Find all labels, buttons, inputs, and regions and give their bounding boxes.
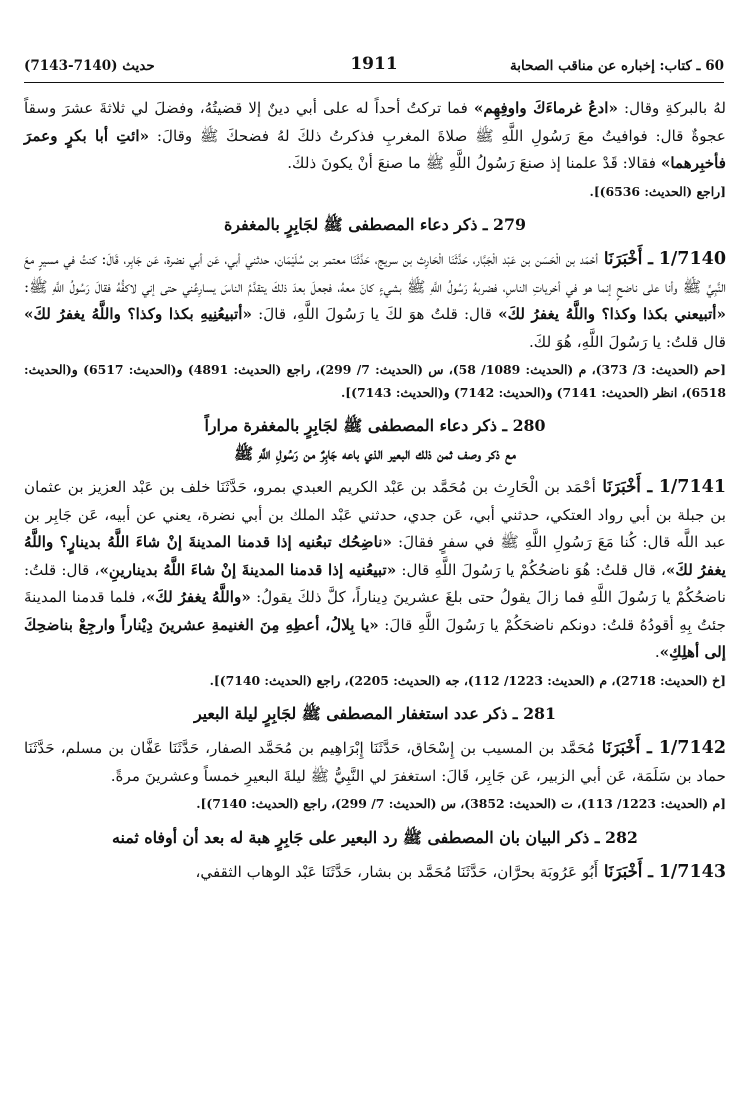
hadith-7143: 1/7143 ـ أَخْبَرَنَا أَبُو عَرُوبَة بحرَّان، حَدَّثَنَا مُحَمَّد بن بشار، حَدَّثَنَا عَبْد الوهاب الثقفي، xyxy=(195,861,726,882)
hadith-number: 1/7141 xyxy=(658,477,726,497)
hadith-number: 1/7142 xyxy=(658,738,726,758)
chapter-281-title: 281 ـ ذكر عدد استغفار المصطفى ﷺ لجَابِرٍ ليلة البعير xyxy=(193,704,557,723)
chapter-282-title: 282 ـ ذكر البيان بان المصطفى ﷺ رد البعير على جَابِرٍ هبة له بعد أن أوفاه ثمنه xyxy=(112,827,638,847)
hadith-7142: 1/7142 ـ أَخْبَرَنَا مُحَمَّد بن المسيب بن إِسْحَاق، حَدَّثَنَا إِبْرَاهِيم بن مُحَمَّد الصفار، حَدَّثَنَا عَفَّان بن مسلم، حَدَّثَنَا حماد بن سَلَمَة، عَن أبي الزبير، عَن جَابِر، قَالَ: استغفرَ لي النَّبِيُّ ﷺ ليلةَ البعيرِ خمساً وعشرينَ مرةً. xyxy=(24,738,726,785)
intro-paragraph: لهُ بالبركةِ وقال: «ادعُ غرماءَكَ واوفِهِم» فما تركتُ أحداً له على أبي دينٌ إلا قضيتُهُ، وفضلَ لي ثلاثةَ عشرَ وسقاً عجوةٌ قال: فوافيتُ معَ رَسُولِ اللَّهِ ﷺ صلاةَ المغربِ فذكرتُ ذلكَ لهُ فضحكَ ﷺ وقالَ: «ائتِ أبا بكرٍ وعمرَ فأخبِرهما» فقالا: قَدْ علمنا إذ صنعَ رَسُولُ اللَّهِ ﷺ ما صنعَ أنْ يكونَ ذلكَ. xyxy=(24,99,726,172)
hadith-7140-reference: [حم (الحديث: 3/ 373)، م (الحديث: 1089/ 58)، س (الحديث: 7/ 299)، راجع (الحديث: 4891) و(الحديث: 6517) و(الحديث: 6518)، انظر (الحديث: 7141) و(الحديث: 7142) و(الحديث: 7143)]. xyxy=(24,362,727,400)
hadith-number: 1/7143 xyxy=(658,861,726,882)
page-number: 1911 xyxy=(350,54,398,74)
intro-reference: [راجع (الحديث: 6536)]. xyxy=(589,183,726,199)
chapter-279-title: 279 ـ ذكر دعاء المصطفى ﷺ لجَابِرٍ بالمغفرة xyxy=(223,215,526,234)
page-body xyxy=(24,95,726,886)
hadith-7142-reference: [م (الحديث: 1223/ 113)، ت (الحديث: 3852)، س (الحديث: 7/ 299)، راجع (الحديث: 7140)]. xyxy=(196,796,726,811)
hadith-number: 1/7140 xyxy=(658,249,727,269)
hadith-range: حديث (7140-7143) xyxy=(24,58,155,74)
chapter-280-title: 280 ـ ذكر دعاء المصطفى ﷺ لجَابِرٍ بالمغفرة مراراً xyxy=(204,416,546,435)
hadith-7141: 1/7141 ـ أَخْبَرَنَا أحْمَد بن الْحَارِث بن مُحَمَّد بن عَبْد الكريم العبدي بمرو، حَدَّثَنَا خلف بن عَبْد العزيز بن عثمان بن جبلة بن أبي رواد العتكي، حدثني أبي، عَن جدي، حدثني عَبْد الملك بن أبي نضرة، يعني عن أبيه، عَن جَابِر بن عبد اللَّه قال: كُنا مَعَ رَسُولِ اللَّهِ ﷺ في سفرٍ فقالَ: «ناضِحُك تبعُنيه إذا قدمنا المدينةَ إنْ شاءَ اللَّهُ بدينارٍ؟ واللَّهُ يغفرُ لكَ»، قال قلتُ: هُوَ ناضحُكُمْ يا رَسُولَ اللَّهِ قال: «تبيعُنيه إذا قدمنا المدينةَ إنْ شاءَ اللَّهُ بدينارينِ»، قال: قلتُ: ناضحُكُمْ يا رَسُولَ اللَّهِ فما زالَ يقولُ حتى بلغَ عشرينَ دِيناراً، كلَّ ذلكَ يقولُ: «واللَّهُ يغفرُ لكَ»، فلما قدمنا المدينةَ جئتُ بِهِ أقودُهُ قلتُ: دونكم ناضحَكُمْ يا رَسُولَ اللَّهِ قالَ: «يا بِلالُ، أعطِهِ مِنَ الغنيمةِ عشرينَ دِيْناراً وارجِعْ بناضحِكَ إلى أهلِكِ». xyxy=(24,477,727,661)
hadith-7141-reference: [خ (الحديث: 2718)، م (الحديث: 1223/ 112)، جه (الحديث: 2205)، راجع (الحديث: 7140)]. xyxy=(209,672,726,688)
book-title: 60 ـ كتاب: إخباره عن مناقب الصحابة xyxy=(510,58,724,74)
page-header xyxy=(24,50,724,83)
hadith-7140: 1/7140 ـ أَخْبَرَنَا أحْمَد بن الْحَسَن بن عَبْد الْجَبَّار، حَدَّثَنَا الْحَارِث بن سريج، حَدَّثَنَا معتمر بن سُلَيْمَان، حدثني أبي، عَن أبي نضرة، عَن جَابِر، قَالَ: كنتُ في مسيرٍ معَ النَّبِيِّ ﷺ وأنا على ناضحٍ إنما هو في أخرياتِ الناسِ، فضربهُ رَسُولُ اللَّهِ ﷺ بشيءٍ كانَ معهُ، فجعلَ بعدَ ذلكَ يتقدَّمُ الناسَ يسارِعُني حتى إني لاكفُّهُ فقالَ رَسُولُ اللَّهِ ﷺ: «أتبيعني بكذا وكذا؟ واللَّهُ يغفرُ لكَ» قال: قلتُ هوَ لكَ يا رَسُولَ اللَّهِ، قالَ: «أتبيعُنِيهِ بكذا وكذا؟ واللَّهُ يغفرُ لكَ» قال قلتُ: يا رَسُولَ اللَّهِ، هُوَ لكَ. xyxy=(24,249,727,351)
chapter-280-subtitle: مع ذكر وصف ثمن ذلك البعير الذي باعه جَابِرٌ من رَسُولِ اللَّهِ ﷺ xyxy=(234,444,516,463)
